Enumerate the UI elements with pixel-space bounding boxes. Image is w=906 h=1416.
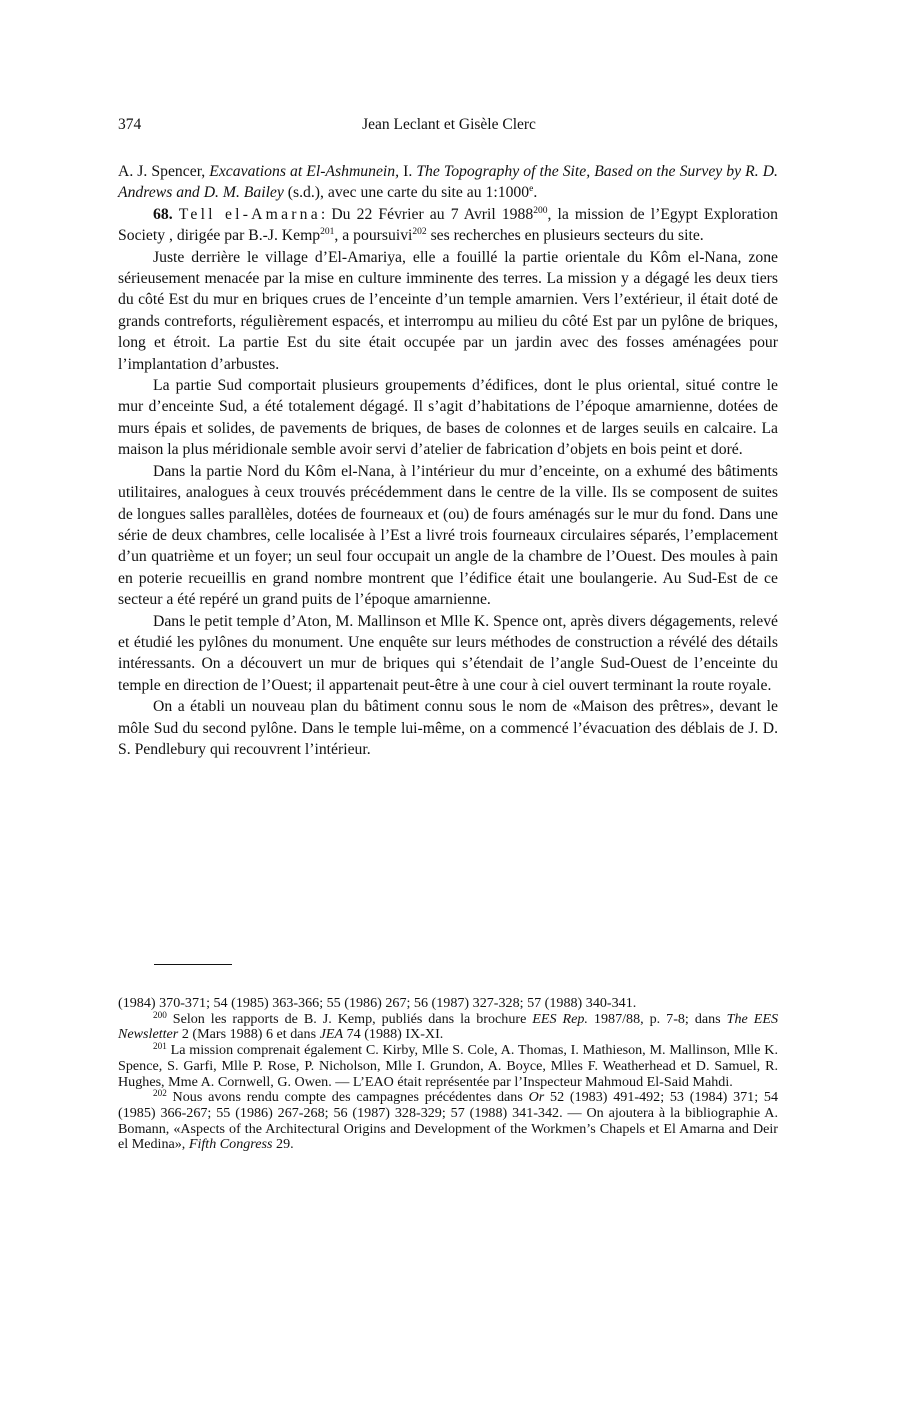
section-text-2: , la mission de l’Egypt Exploration Society , dirigée par B.-J. Kemp (118, 205, 778, 245)
section-text-4: ses recherches en plusieurs secteurs du site. (426, 227, 704, 245)
intro-author: A. J. Spencer, (118, 163, 210, 180)
footnote-200-italic-3: JEA (319, 1026, 344, 1043)
footnote-200-text-c: 2 (Mars 1988) 6 et dans (178, 1026, 320, 1043)
footnote-201-text: La mission comprenait également C. Kirby, Mlle S. Cole, A. Thomas, I. Mathieson, M. Mallinson, Mlle K. Spence, S. Garfi, Mlle P. Rose, P. Nicholson, Mlle I. Grundon, A. Boyce, Mlles F. Weatherhead et D. Samuel, R. Hughes, Mme A. Cornwell, G. Owen. — L’EAO était représentée par l’Inspecteur Mahmoud El-Said Mahdi. (118, 1042, 778, 1090)
footnote-201 (118, 1043, 778, 1090)
intro-end: . (533, 184, 538, 202)
footnotes (118, 996, 778, 1153)
paragraph-partie-sud: La partie Sud comportait plusieurs groupements d’édifices, dont le plus oriental, situé contre le mur d’enceinte Sud, a été totalement dégagé. Il s’agit d’habitations de l’époque amarnienne, dotées de murs épais et solides, de pavements de briques, de bases de colonnes et de larges seuils en calcaire. La maison la plus méridionale semble avoir servi d’atelier de fabrication d’objets en bois peint et doré. (118, 377, 778, 459)
footnote-ref-201: 201 (320, 227, 335, 238)
paragraph-kom-el-nana: Juste derrière le village d’El-Amariya, elle a fouillé la partie orientale du Kôm el-Nana, zone sérieusement menacée par la mise en culture imminente des terres. La mission y a dégagé les deux tiers du côté Est du mur en briques crues de l’enceinte d’un temple amarnien. Vers l’extérieur, il était doté de grands contreforts, régulièrement espacés, et interrompu au milieu du côté Est par un pylône de briques, long et étroit. La partie Est du site était occupée par un jardin avec des fosses aménagées pour l’implantation d’arbustes. (118, 248, 778, 373)
paragraph-partie-nord: Dans la partie Nord du Kôm el-Nana, à l’intérieur du mur d’enceinte, on a exhumé des bâtiments utilitaires, analogues à ceux trouvés précédemment dans le centre de la ville. Ils se composent de suites de longues salles parallèles, dotées de fourneaux et (ou) de fours aménagés sur le mur du fond. Dans une série de deux chambres, celle localisée à l’Est a livré trois fourneaux circulaires séparés, l’emplacement d’un quatrième et un foyer; un seul four occupait un angle de la chambre de l’Ouest. Des moules à pain en poterie recueillis en grand nombre montrent que l’édifice était une boulangerie. Au Sud-Est de ce secteur a été repéré un grand puits de l’époque amarnienne. (118, 462, 778, 609)
footnote-202 (118, 1090, 778, 1153)
footnote-divider (154, 964, 232, 965)
footnote-202-text-b: 52 (1983) 491-492; 53 (1984) 371; 54 (1985) 366-267; 55 (1986) 267-268; 56 (1987) 328-329; 57 (1988) 341-342. — On ajoutera à la bibliographie A. Bomann, «Aspects of the Architectural Origins and Development of the Workmen’s Chapels et El Amarna and Deir el Medina», (118, 1089, 778, 1153)
footnote-number-202: 202 (153, 1088, 167, 1099)
section-paragraph (118, 204, 778, 247)
section-number: 68. (153, 205, 173, 223)
running-head: Jean Leclant et Gisèle Clerc (362, 116, 536, 133)
intro-volume: I. (399, 163, 417, 180)
body-text (118, 161, 778, 760)
footnote-202-italic-2: Fifth Congress (188, 1136, 273, 1153)
footnote-200-italic-2: The EES Newsletter (118, 1010, 778, 1043)
intro-paragraph (118, 161, 778, 204)
section-text-3: , a poursuivi (334, 227, 413, 245)
footnote-200 (118, 1009, 778, 1043)
intro-superscript: e (529, 184, 534, 195)
footnote-continuation: (1984) 370-371; 54 (1985) 363-366; 55 (1986) 267; 56 (1987) 327-328; 57 (1988) 340-341. (118, 995, 637, 1011)
footnote-202-italic-1: Or (528, 1089, 545, 1106)
footnote-200-italic-1: EES Rep. (532, 1010, 588, 1027)
intro-subtitle: The Topography of the Site, Based on the Survey by R. D. Andrews and D. M. Bailey (118, 163, 778, 202)
intro-rest: (s.d.), avec une carte du site au 1:1000 (283, 184, 530, 202)
footnote-200-text-a: Selon les rapports de B. J. Kemp, publiés dans la brochure (166, 1010, 533, 1027)
footnote-ref-200: 200 (533, 205, 548, 216)
paragraph-maison-pretres: On a établi un nouveau plan du bâtiment connu sous le nom de «Maison des prêtres», devant le môle Sud du second pylône. Dans le temple lui-même, on a commencé l’évacuation des déblais de J. D. S. Pendlebury qui recouvrent l’intérieur. (118, 698, 778, 758)
intro-title: Excavations at El-Ashmunein, (209, 163, 400, 180)
footnote-202-text-a: Nous avons rendu compte des campagnes précédentes dans (166, 1089, 529, 1106)
page-number: 374 (118, 116, 142, 133)
paragraph-temple-aton: Dans le petit temple d’Aton, M. Mallinson et Mlle K. Spence ont, après divers dégagements, relevé et étudié les pylônes du monument. Une enquête sur leurs méthodes de construction a révélé des détails intéressants. On a découvert un mur de briques qui s’étendait de l’angle Sud-Ouest de l’enceinte du temple en direction de l’Ouest; il appartenait peut-être à une cour à ciel ouvert terminant la route royale. (118, 612, 778, 694)
footnote-number-200: 200 (153, 1009, 167, 1020)
footnote-ref-202: 202 (412, 227, 427, 238)
footnote-200-text-d: 74 (1988) IX-XI. (343, 1026, 444, 1043)
footnote-number-201: 201 (153, 1041, 167, 1052)
footnote-200-text-b: 1987/88, p. 7-8; dans (587, 1010, 727, 1027)
section-site: Tell el-Amarna (178, 205, 321, 223)
page-header (118, 116, 780, 138)
section-text-1: : Du 22 Février au 7 Avril 1988 (320, 205, 534, 223)
footnote-202-text-c: 29. (272, 1136, 294, 1153)
